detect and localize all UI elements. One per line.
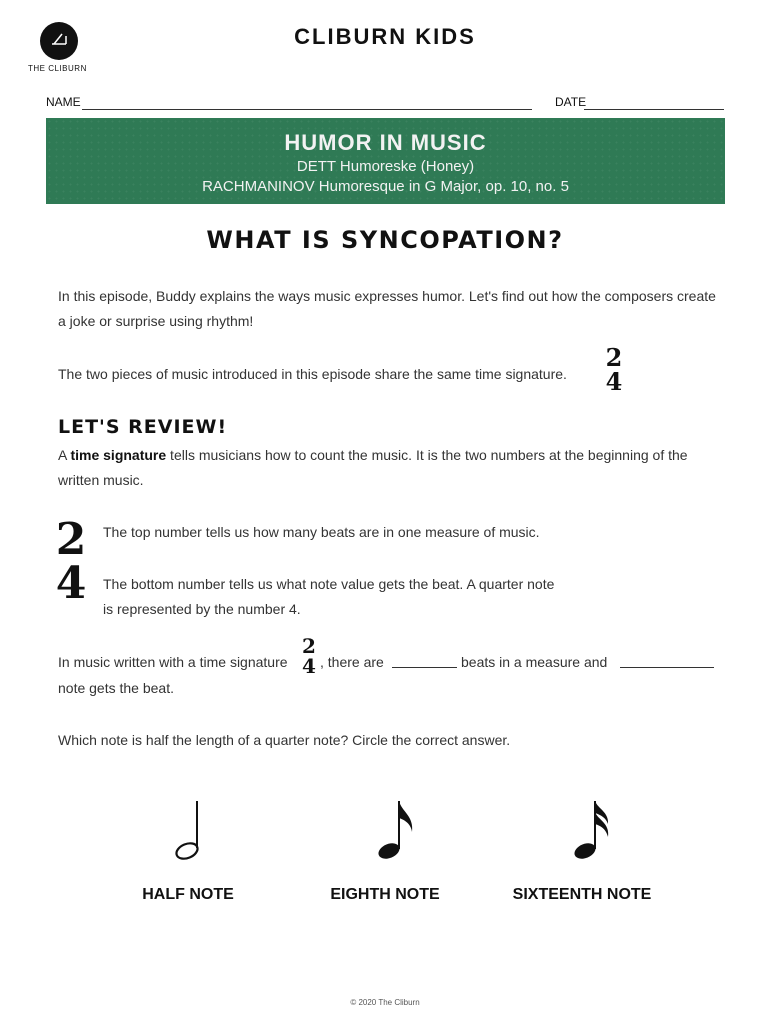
- circle-question: Which note is half the length of a quarter note? Circle the correct answer.: [58, 732, 511, 748]
- definition-text: tells musicians how to count the music. It is the two numbers at the beginning of the written music.: [58, 447, 688, 488]
- banner-title: HUMOR IN MUSIC: [284, 130, 487, 155]
- half-note-icon[interactable]: [168, 798, 208, 864]
- half-note-label[interactable]: HALF NOTE: [142, 886, 234, 903]
- intro-paragraph: In this episode, Buddy explains the ways music expresses humor. Let's find out how the composers create a joke or surprise using rhythm!: [58, 288, 716, 329]
- time-signature-inline: [299, 636, 319, 676]
- copyright-footer: © 2020 The Cliburn: [350, 998, 420, 1007]
- question-part-1: In music written with a time signature: [58, 654, 288, 670]
- note-answer-blank[interactable]: [620, 667, 714, 668]
- name-field[interactable]: [82, 109, 532, 110]
- time-signature-bottom: 4: [302, 654, 316, 678]
- banner-line-1: DETT Humoreske (Honey): [296, 158, 475, 175]
- title-banner: [46, 118, 725, 204]
- time-signature-top: 2: [55, 514, 87, 565]
- question-part-3: beats in a measure and: [461, 654, 608, 670]
- review-heading: LET'S REVIEW!: [58, 416, 228, 438]
- definition-paragraph: [58, 443, 718, 493]
- eighth-note-label[interactable]: EIGHTH NOTE: [330, 886, 440, 903]
- time-signature-top: 2: [302, 634, 316, 658]
- date-label: DATE: [555, 95, 587, 109]
- question-part-4: note gets the beat.: [58, 680, 174, 696]
- brand-title: CLIBURN KIDS: [294, 24, 476, 49]
- logo-text: THE CLIBURN: [28, 64, 87, 73]
- time-signature-bottom: 4: [55, 558, 87, 609]
- sixteenth-note-label[interactable]: SIXTEENTH NOTE: [512, 886, 652, 903]
- time-signature-small: [602, 343, 626, 396]
- definition-prefix: A: [58, 447, 71, 463]
- banner-line-2: RACHMANINOV Humoresque in G Major, op. 10, no. 5: [202, 178, 569, 195]
- date-field[interactable]: [584, 109, 724, 110]
- time-signature-large: [50, 514, 92, 609]
- bottom-number-line-1: The bottom number tells us what note value gets the beat. A quarter note: [103, 576, 555, 592]
- eighth-note-icon[interactable]: [372, 798, 422, 864]
- beats-answer-blank[interactable]: [392, 667, 457, 668]
- sixteenth-note-icon[interactable]: [568, 798, 618, 864]
- time-signature-sentence: The two pieces of music introduced in this episode share the same time signature.: [58, 366, 567, 382]
- bottom-number-line-2: is represented by the number 4.: [103, 601, 301, 617]
- name-label: NAME: [46, 95, 81, 109]
- page-heading: WHAT IS SYNCOPATION?: [206, 226, 564, 254]
- top-number-text: The top number tells us how many beats are in one measure of music.: [103, 524, 540, 540]
- time-signature-bottom: 4: [605, 367, 623, 396]
- time-signature-top: 2: [605, 343, 623, 372]
- question-part-2: , there are: [320, 654, 384, 670]
- definition-term: time signature: [70, 447, 167, 463]
